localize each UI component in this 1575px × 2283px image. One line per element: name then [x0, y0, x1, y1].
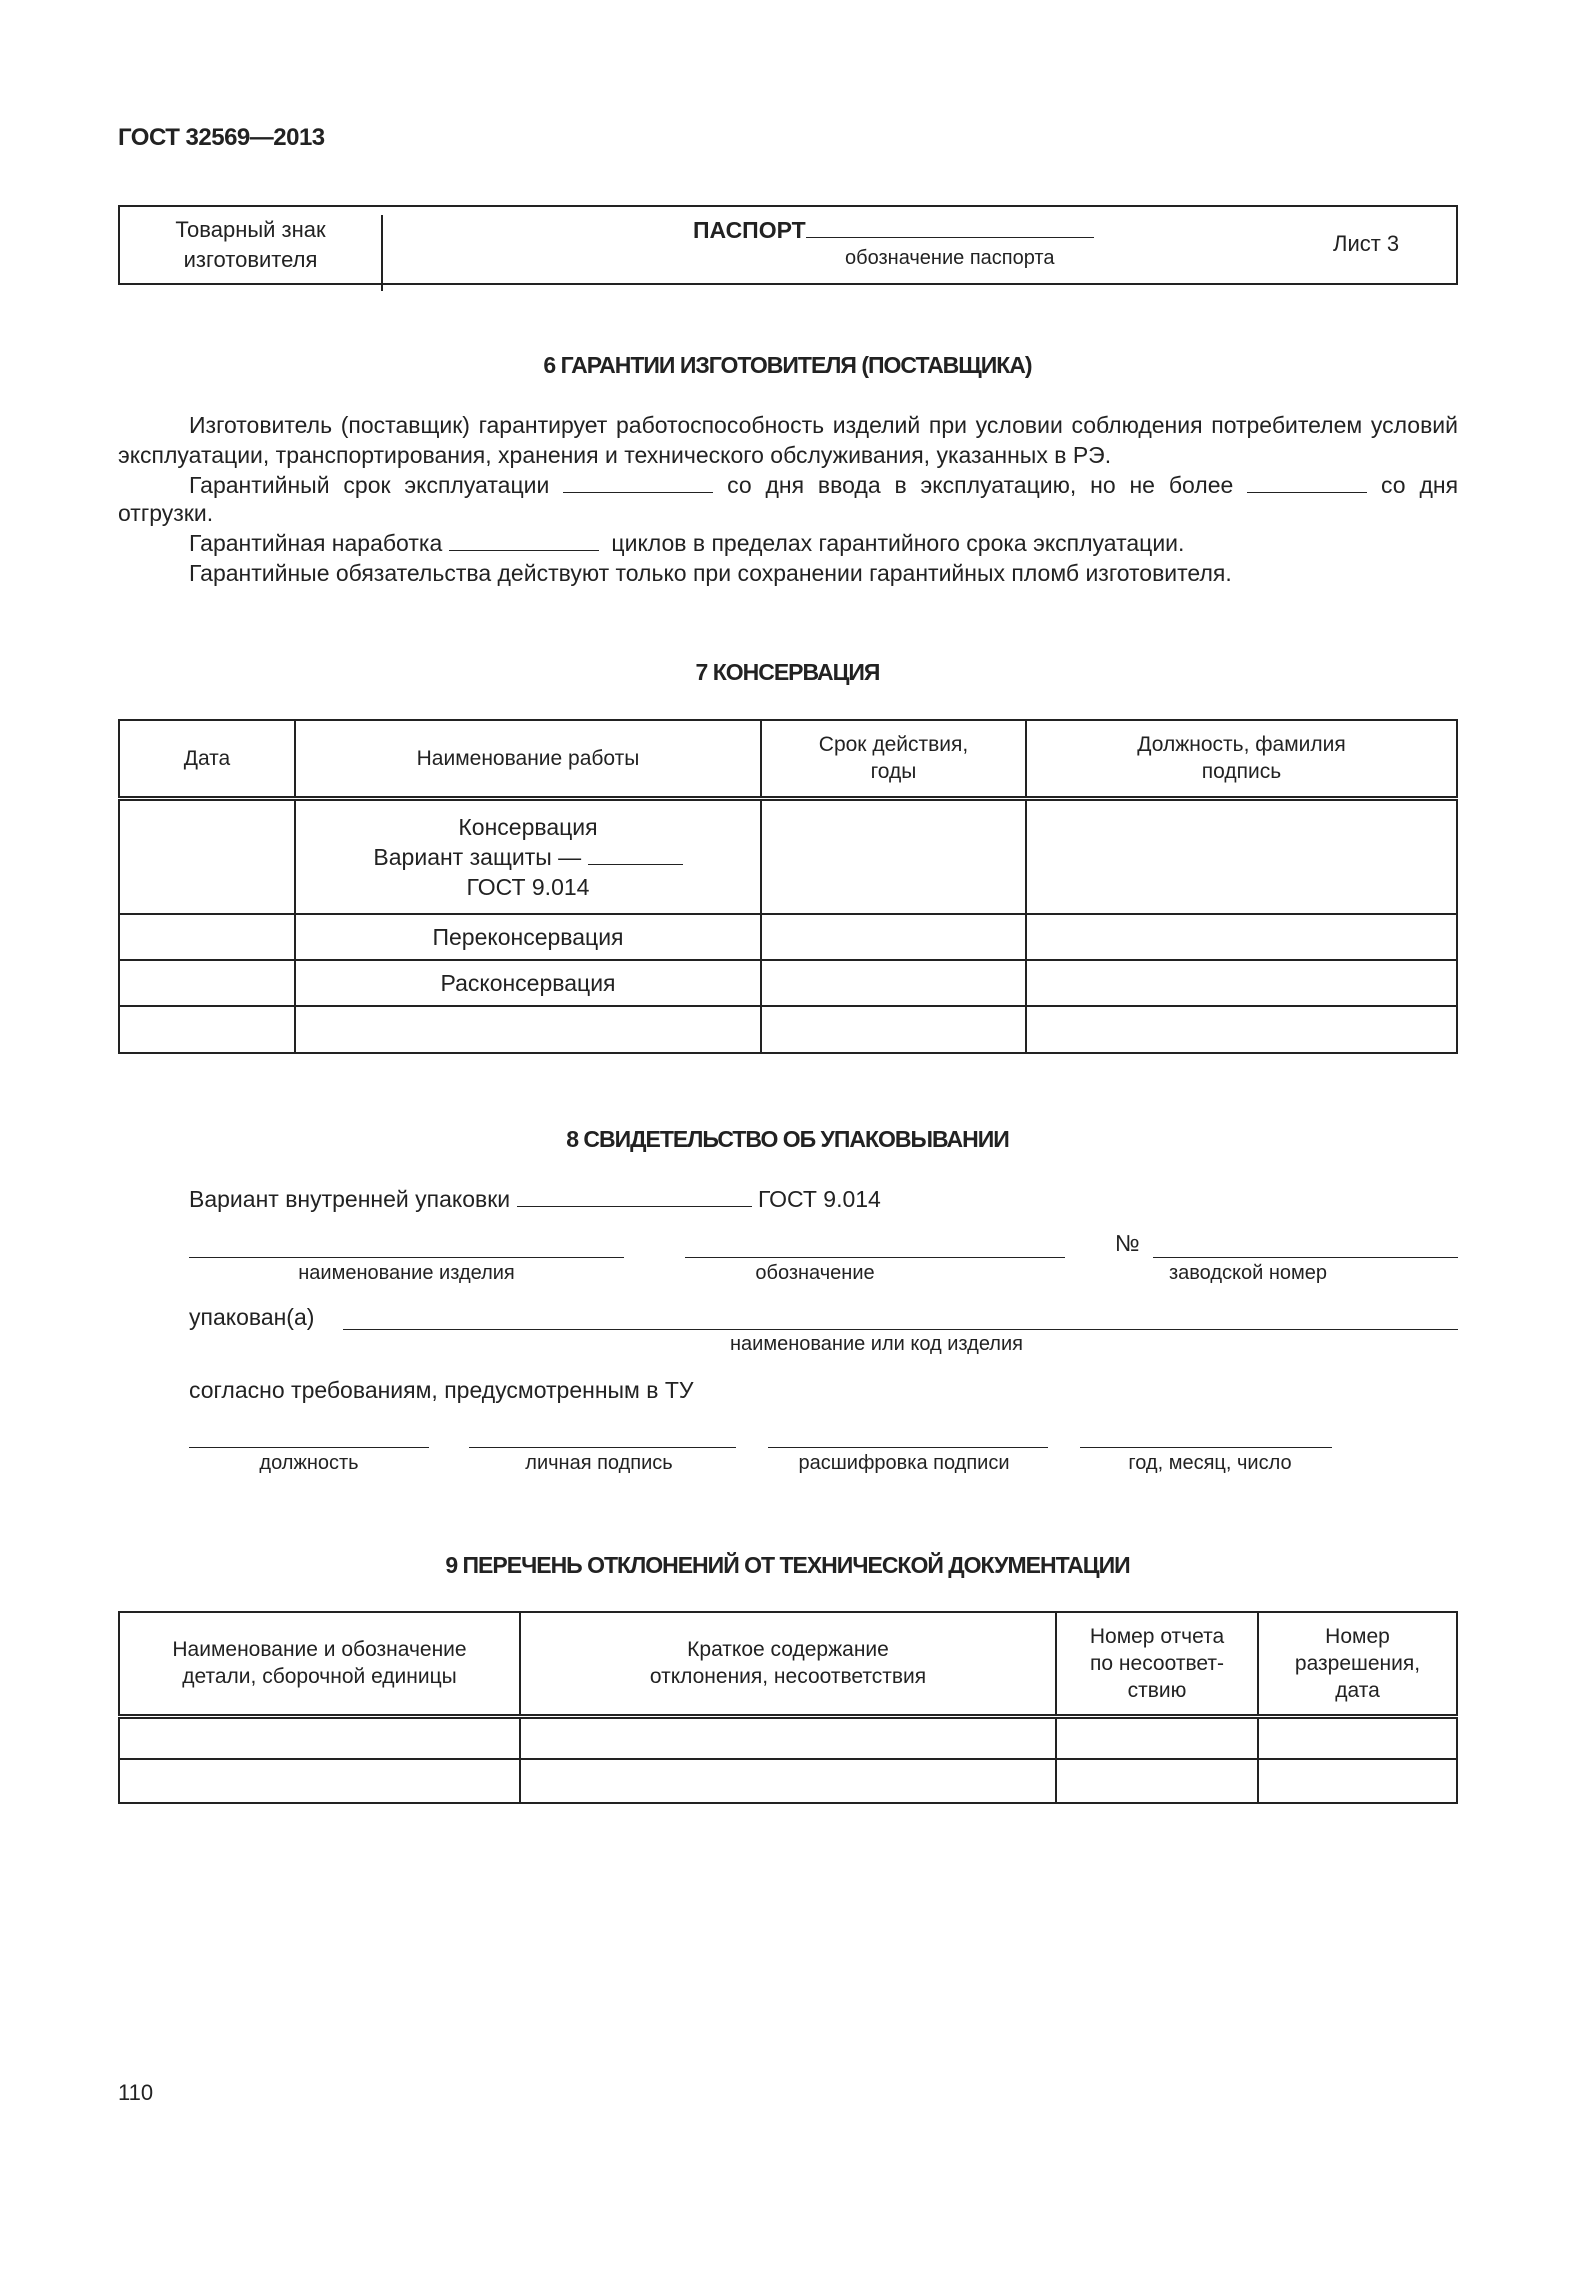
page-number: 110 [118, 2080, 154, 2105]
col-summary: Краткое содержание отклонения, несоответствия [520, 1612, 1056, 1716]
s6-paragraph-3: Гарантийная наработка циклов в пределах гарантийного срока эксплуатации. [189, 530, 1185, 556]
row-reconservation: Переконсервация [295, 914, 761, 960]
packed-label: упакован(а) [189, 1304, 315, 1330]
section-8-title: 8 СВИДЕТЕЛЬСТВО ОБ УПАКОВЫВАНИИ [566, 1126, 1009, 1152]
sheet-number: Лист 3 [1333, 231, 1400, 256]
number-sign: № [1115, 1230, 1140, 1256]
col-part: Наименование и обозначение детали, сборочной единицы [119, 1612, 520, 1716]
caption-signature-decode: расшифровка подписи [798, 1452, 1010, 1474]
s6-paragraph-2-end: отгрузки. [118, 500, 214, 526]
document-code: ГОСТ 32569—2013 [118, 124, 325, 151]
section-9-title: 9 ПЕРЕЧЕНЬ ОТКЛОНЕНИЙ ОТ ТЕХНИЧЕСКОЙ ДОКУМЕНТАЦИИ [445, 1552, 1130, 1578]
according-text: согласно требованиям, предусмотренным в ТУ [189, 1377, 694, 1403]
caption-signature: личная подпись [525, 1452, 673, 1474]
passport-caption: обозначение паспорта [845, 247, 1055, 269]
row-deconservation: Расконсервация [295, 960, 761, 1006]
col-report: Номер отчета по несоответ-ствию [1056, 1612, 1258, 1716]
s6-paragraph-2: Гарантийный срок эксплуатации со дня ввода в эксплуатацию, но не более со дня [189, 472, 1459, 498]
caption-product-code: наименование или код изделия [730, 1333, 1023, 1355]
passport-header [118, 205, 1458, 285]
trademark-label: Товарный знак изготовителя [120, 215, 383, 291]
col-work: Наименование работы [295, 720, 761, 798]
section-7-title: 7 КОНСЕРВАЦИЯ [695, 659, 880, 685]
col-term: Срок действия, годы [761, 720, 1026, 798]
col-position: Должность, фамилия подпись [1026, 720, 1457, 798]
caption-product-name: наименование изделия [298, 1262, 515, 1284]
s6-paragraph-1: Изготовитель (поставщик) гарантирует работоспособность изделий при условии соблюдения потребителем условий эксплуатации, транспортирования, хранения и технического обслуживания, указанных в РЭ. [118, 412, 1458, 468]
s6-paragraph-4: Гарантийные обязательства действуют только при сохранении гарантийных пломб изготовителя. [189, 560, 1232, 586]
caption-designation: обозначение [755, 1262, 875, 1284]
section-6-title: 6 ГАРАНТИИ ИЗГОТОВИТЕЛЯ (ПОСТАВЩИКА) [543, 352, 1032, 378]
deviations-table [118, 1611, 1458, 1804]
caption-date: год, месяц, число [1128, 1452, 1292, 1474]
col-date: Дата [119, 720, 295, 798]
conservation-table [118, 719, 1458, 1054]
col-permission: Номер разрешения, дата [1258, 1612, 1457, 1716]
passport-title: ПАСПОРТ [693, 217, 1094, 244]
row-conservation: Консервация Вариант защиты — ГОСТ 9.014 [295, 798, 761, 914]
packing-variant: Вариант внутренней упаковки ГОСТ 9.014 [189, 1186, 881, 1212]
caption-position: должность [259, 1452, 359, 1474]
caption-serial: заводской номер [1168, 1262, 1328, 1284]
